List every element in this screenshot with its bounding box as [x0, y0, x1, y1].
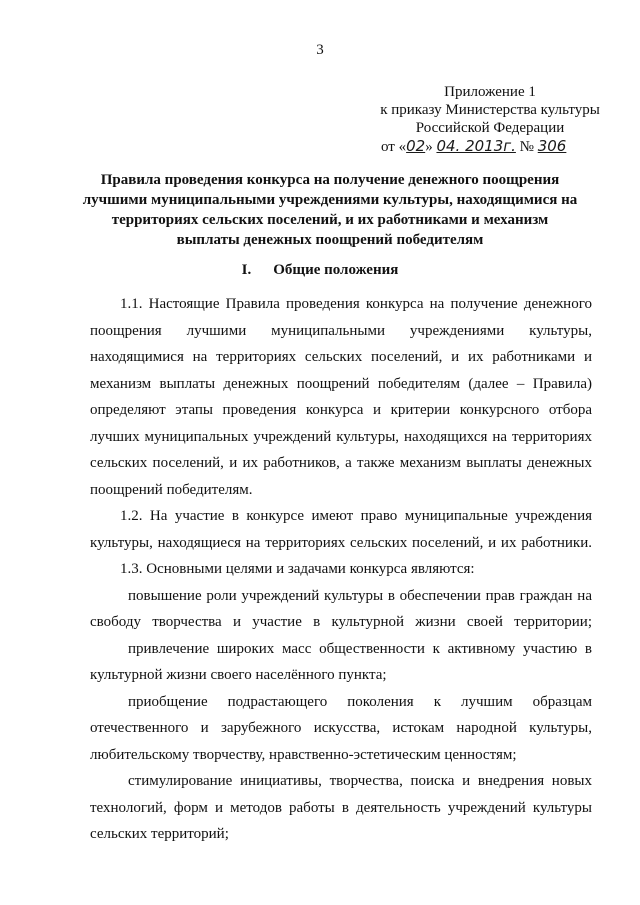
- text-line: находящимися на территориях сельских поселений, и их работниками и: [90, 349, 592, 365]
- text-line: 1.2. На участие в конкурсе имеют право муниципальные учреждения: [120, 508, 592, 524]
- text-line: культурной жизни своего населённого пункта;: [90, 667, 387, 683]
- order-date-line: [360, 137, 620, 156]
- text-line: любительскому творчеству, нравственно-эстетическим ценностям;: [90, 746, 517, 763]
- title-line: Правила проведения конкурса на получение денежного поощрения: [100, 172, 560, 188]
- text-line: лучших муниципальных учреждений культуры, находящихся на территориях: [90, 428, 592, 445]
- section-number: I.: [241, 262, 252, 278]
- text-line: определяют этапы проведения конкурса и критерии конкурсного отбора: [90, 402, 592, 418]
- text-line: поощрений победителям.: [90, 481, 253, 498]
- text-line: сельских территорий;: [90, 826, 229, 842]
- paragraph-1-2: [90, 503, 592, 556]
- section-title: Общие положения: [273, 262, 399, 278]
- text-line: сельских поселений, и их работников, а также механизм выплаты денежных: [90, 455, 592, 471]
- order-number-handwritten: 306: [537, 137, 567, 155]
- appendix-title: Приложение 1: [444, 84, 536, 100]
- order-mid: »: [425, 139, 437, 155]
- appendix-federation: Российской Федерации: [415, 120, 565, 136]
- text-line: 1.1. Настоящие Правила проведения конкурса на получение денежного: [120, 296, 592, 312]
- text-line: культуры, находящиеся на территориях сельских поселений, и их работники.: [90, 534, 592, 551]
- section-heading: [0, 262, 640, 279]
- order-date-handwritten: 04. 2013г.: [436, 137, 516, 155]
- text-line: отечественного и зарубежного искусства, истокам народной культуры,: [90, 720, 592, 736]
- goal-item: [90, 583, 592, 636]
- paragraph-1-1: [90, 291, 592, 503]
- appendix-block: [360, 83, 620, 156]
- document-title: [70, 170, 590, 250]
- appendix-order-ref: к приказу Министерства культуры: [380, 102, 600, 118]
- document-body: [90, 291, 592, 848]
- text-line: 1.3. Основными целями и задачами конкурса являются:: [120, 561, 475, 577]
- text-line: свободу творчества и участие в культурной жизни своей территории;: [90, 614, 592, 630]
- text-line: привлечение широких масс общественности к активному участию в: [128, 640, 592, 657]
- order-prefix: от «: [381, 139, 407, 155]
- order-number-label: №: [515, 139, 538, 155]
- title-line: территориях сельских поселений, и их работниками и механизм: [111, 212, 549, 228]
- goal-item: [90, 689, 592, 769]
- title-line: лучшими муниципальными учреждениями культуры, находящимися на: [82, 192, 578, 208]
- text-line: стимулирование инициативы, творчества, поиска и внедрения новых: [128, 773, 592, 789]
- goal-item: [90, 636, 592, 689]
- text-line: повышение роли учреждений культуры в обеспечении прав граждан на: [128, 587, 592, 604]
- order-day-handwritten: 02: [406, 137, 426, 155]
- text-line: механизм выплаты денежных поощрений победителям (далее – Правила): [90, 375, 592, 392]
- title-line: выплаты денежных поощрений победителям: [176, 232, 484, 248]
- text-line: технологий, форм и методов работы в деятельность учреждений культуры: [90, 799, 592, 816]
- goal-item: [90, 768, 592, 848]
- text-line: поощрения лучшими муниципальными учреждениями культуры,: [90, 322, 592, 339]
- page-number: 3: [316, 42, 324, 58]
- text-line: приобщение подрастающего поколения к лучшим образцам: [128, 693, 592, 710]
- paragraph-1-3: [90, 556, 592, 583]
